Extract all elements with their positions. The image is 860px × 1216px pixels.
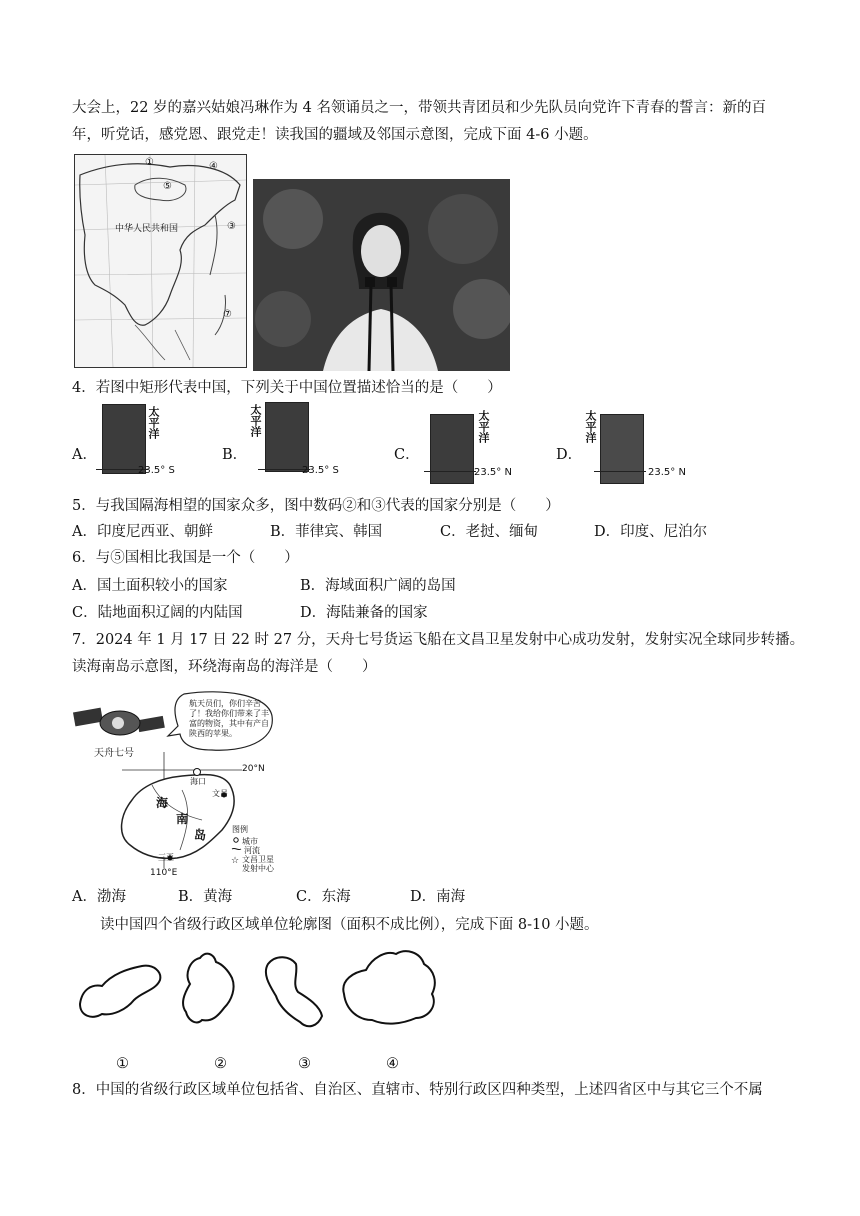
q5-option-b[interactable]: B．菲律宾、韩国 xyxy=(270,524,383,540)
hainan-city-sanya: 三亚 xyxy=(158,853,174,862)
province-label-1: ① xyxy=(116,1056,129,1072)
q4-d-rectangle xyxy=(600,414,644,484)
q4-d-lat: 23.5° N xyxy=(648,467,686,478)
province-outline-4 xyxy=(343,951,435,1023)
q6-option-b[interactable]: B．海域面积广阔的岛国 xyxy=(300,578,456,594)
territory-map-drawing xyxy=(75,155,246,367)
q4-option-b[interactable]: B． xyxy=(222,447,248,463)
q6-stem: 6．与⑤国相比我国是一个（ ） xyxy=(72,550,299,566)
map-marker-3: ③ xyxy=(227,221,236,232)
q7-stem-line-1: 7．2024 年 1 月 17 日 22 时 27 分，天舟七号货运飞船在文昌卫星发射中心成功发射，发射实况全球同步转播。 xyxy=(72,632,805,648)
province-outline-2 xyxy=(183,954,234,1023)
legend-title: 图例 xyxy=(232,825,248,834)
hainan-city-wenchang: 文昌 xyxy=(212,789,228,798)
intro-2: 读中国四个省级行政区域单位轮廓图（面积不成比例），完成下面 8-10 小题。 xyxy=(100,917,599,933)
svg-text:☆: ☆ xyxy=(231,856,240,866)
hainan-lon-label: 110°E xyxy=(150,868,178,878)
legend-city: 城市 xyxy=(242,837,258,846)
q8-stem: 8．中国的省级行政区域单位包括省、自治区、直辖市、特别行政区四种类型，上述四省区中与其它三个不属 xyxy=(72,1082,763,1098)
q6-option-c[interactable]: C．陆地面积辽阔的内陆国 xyxy=(72,605,243,621)
q4-option-c[interactable]: C． xyxy=(394,447,420,463)
hainan-char-2: 南 xyxy=(176,812,189,826)
q5-option-c[interactable]: C．老挝、缅甸 xyxy=(440,524,539,540)
q7-option-a[interactable]: A．渤海 xyxy=(72,889,126,905)
q4-c-lat-line xyxy=(424,471,476,472)
q7-stem-line-2: 读海南岛示意图，环绕海南岛的海洋是（ ） xyxy=(72,659,377,675)
hainan-char-3: 岛 xyxy=(194,828,207,842)
speaker-photo xyxy=(253,179,510,371)
q4-option-d[interactable]: D． xyxy=(556,447,583,463)
province-label-2: ② xyxy=(214,1056,227,1072)
q6-option-d[interactable]: D．海陆兼备的国家 xyxy=(300,605,428,621)
intro-line-1: 大会上，22 岁的嘉兴姑娘冯琳作为 4 名领诵员之一，带领共青团员和少先队员向党许下青春的誓言：新的百 xyxy=(72,100,766,116)
q4-a-rectangle xyxy=(102,404,146,474)
q4-option-a[interactable]: A． xyxy=(72,447,97,463)
q4-d-ocean: 太平洋 xyxy=(584,410,597,443)
q5-stem: 5．与我国隔海相望的国家众多，图中数码②和③代表的国家分别是（ ） xyxy=(72,498,560,514)
hainan-craft-label: 天舟七号 xyxy=(94,748,134,759)
province-outline-1 xyxy=(80,966,160,1017)
q4-b-rectangle xyxy=(265,402,309,472)
hainan-map xyxy=(72,690,282,880)
q7-option-d[interactable]: D．南海 xyxy=(410,889,466,905)
q5-option-d[interactable]: D．印度、尼泊尔 xyxy=(594,524,708,540)
territory-map xyxy=(74,154,247,368)
hainan-lat-label: 20°N xyxy=(242,764,265,774)
map-marker-7: ⑦ xyxy=(223,309,232,320)
q4-d-lat-line xyxy=(594,471,646,472)
q4-a-lat: 23.5° S xyxy=(138,465,175,476)
q4-a-ocean: 太平洋 xyxy=(147,406,160,439)
hainan-city-haikou: 海口 xyxy=(190,777,206,786)
q4-c-rectangle xyxy=(430,414,474,484)
q4-stem: 4．若图中矩形代表中国，下列关于中国位置描述恰当的是（ ） xyxy=(72,380,502,396)
q4-b-ocean: 太平洋 xyxy=(249,404,262,437)
map-marker-5: ⑤ xyxy=(163,181,172,192)
province-outlines xyxy=(72,944,452,1044)
q5-option-a[interactable]: A．印度尼西亚、朝鲜 xyxy=(72,524,213,540)
legend-launch-center: 文昌卫星发射中心 xyxy=(242,855,274,873)
map-label-china: 中华人民共和国 xyxy=(115,224,179,234)
speaker-photo-drawing xyxy=(253,179,510,371)
province-label-4: ④ xyxy=(386,1056,399,1072)
q4-c-ocean: 太平洋 xyxy=(477,410,490,443)
province-label-3: ③ xyxy=(298,1056,311,1072)
hainan-speech-bubble: 航天员们，你们辛苦了！我给你们带来了丰富的物资，其中有产自陕西的苹果。 xyxy=(189,699,269,738)
q4-c-lat: 23.5° N xyxy=(474,467,512,478)
hainan-char-1: 海 xyxy=(156,796,169,810)
intro-line-2: 年，听党话，感党恩、跟党走！读我国的疆域及邻国示意图，完成下面 4-6 小题。 xyxy=(72,127,598,143)
q7-option-b[interactable]: B．黄海 xyxy=(178,889,233,905)
map-marker-4: ④ xyxy=(209,161,218,172)
q7-option-c[interactable]: C．东海 xyxy=(296,889,351,905)
q6-option-a[interactable]: A．国土面积较小的国家 xyxy=(72,578,228,594)
legend-river: 河流 xyxy=(244,846,260,855)
map-marker-1: ① xyxy=(145,157,154,168)
q4-b-lat: 23.5° S xyxy=(302,465,339,476)
province-outline-3 xyxy=(266,957,322,1026)
